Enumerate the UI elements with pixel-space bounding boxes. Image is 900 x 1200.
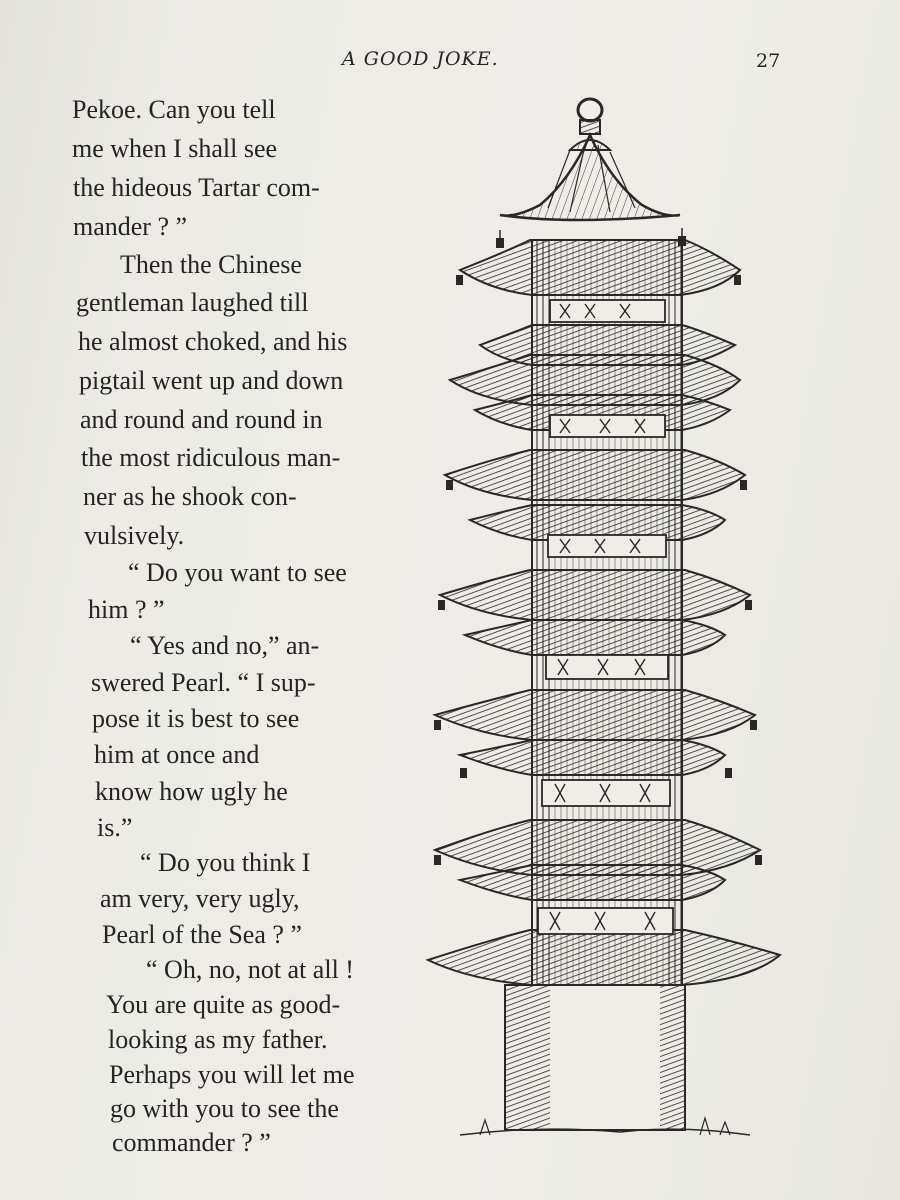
text-line: Perhaps you will let me	[109, 1060, 355, 1089]
text-line: know how ugly he	[95, 777, 288, 806]
text-line: gentleman laughed till	[76, 288, 309, 317]
text-line: “ Do you want to see	[128, 558, 347, 587]
page-number: 27	[756, 50, 781, 72]
pagoda-base	[460, 985, 750, 1135]
text-line: vulsively.	[84, 521, 185, 550]
text-line: pose it is best to see	[92, 704, 300, 733]
text-line: “ Do you think I	[140, 848, 311, 877]
text-line: You are quite as good-	[106, 990, 341, 1019]
text-line: ner as he shook con-	[83, 482, 297, 511]
text-line: and round and round in	[80, 405, 323, 434]
text-line: Pearl of the Sea ? ”	[102, 920, 302, 949]
running-title: A GOOD JOKE.	[342, 48, 499, 70]
text-line: the most ridiculous man-	[81, 443, 341, 472]
text-line: swered Pearl. “ I sup-	[91, 668, 316, 697]
text-line: commander ? ”	[112, 1128, 271, 1157]
text-line: me when I shall see	[72, 134, 278, 163]
text-line: mander ? ”	[73, 212, 188, 241]
text-line: am very, very ugly,	[100, 884, 300, 913]
text-line: Then the Chinese	[120, 250, 302, 279]
pagoda-eaves	[428, 240, 780, 985]
text-line: Pekoe. Can you tell	[72, 95, 276, 124]
text-line: he almost choked, and his	[78, 327, 348, 356]
text-line: him ? ”	[88, 595, 165, 624]
text-line: is.”	[97, 813, 133, 842]
text-line: “ Oh, no, not at all !	[146, 955, 354, 984]
text-line: pigtail went up and down	[79, 366, 344, 395]
pagoda-illustration	[420, 90, 790, 1150]
text-line: “ Yes and no,” an-	[130, 631, 320, 660]
text-line: go with you to see the	[110, 1094, 339, 1123]
text-line: him at once and	[94, 740, 260, 769]
text-line: the hideous Tartar com-	[73, 173, 320, 202]
text-line: looking as my father.	[108, 1025, 328, 1054]
pagoda-top-roof	[496, 135, 686, 248]
